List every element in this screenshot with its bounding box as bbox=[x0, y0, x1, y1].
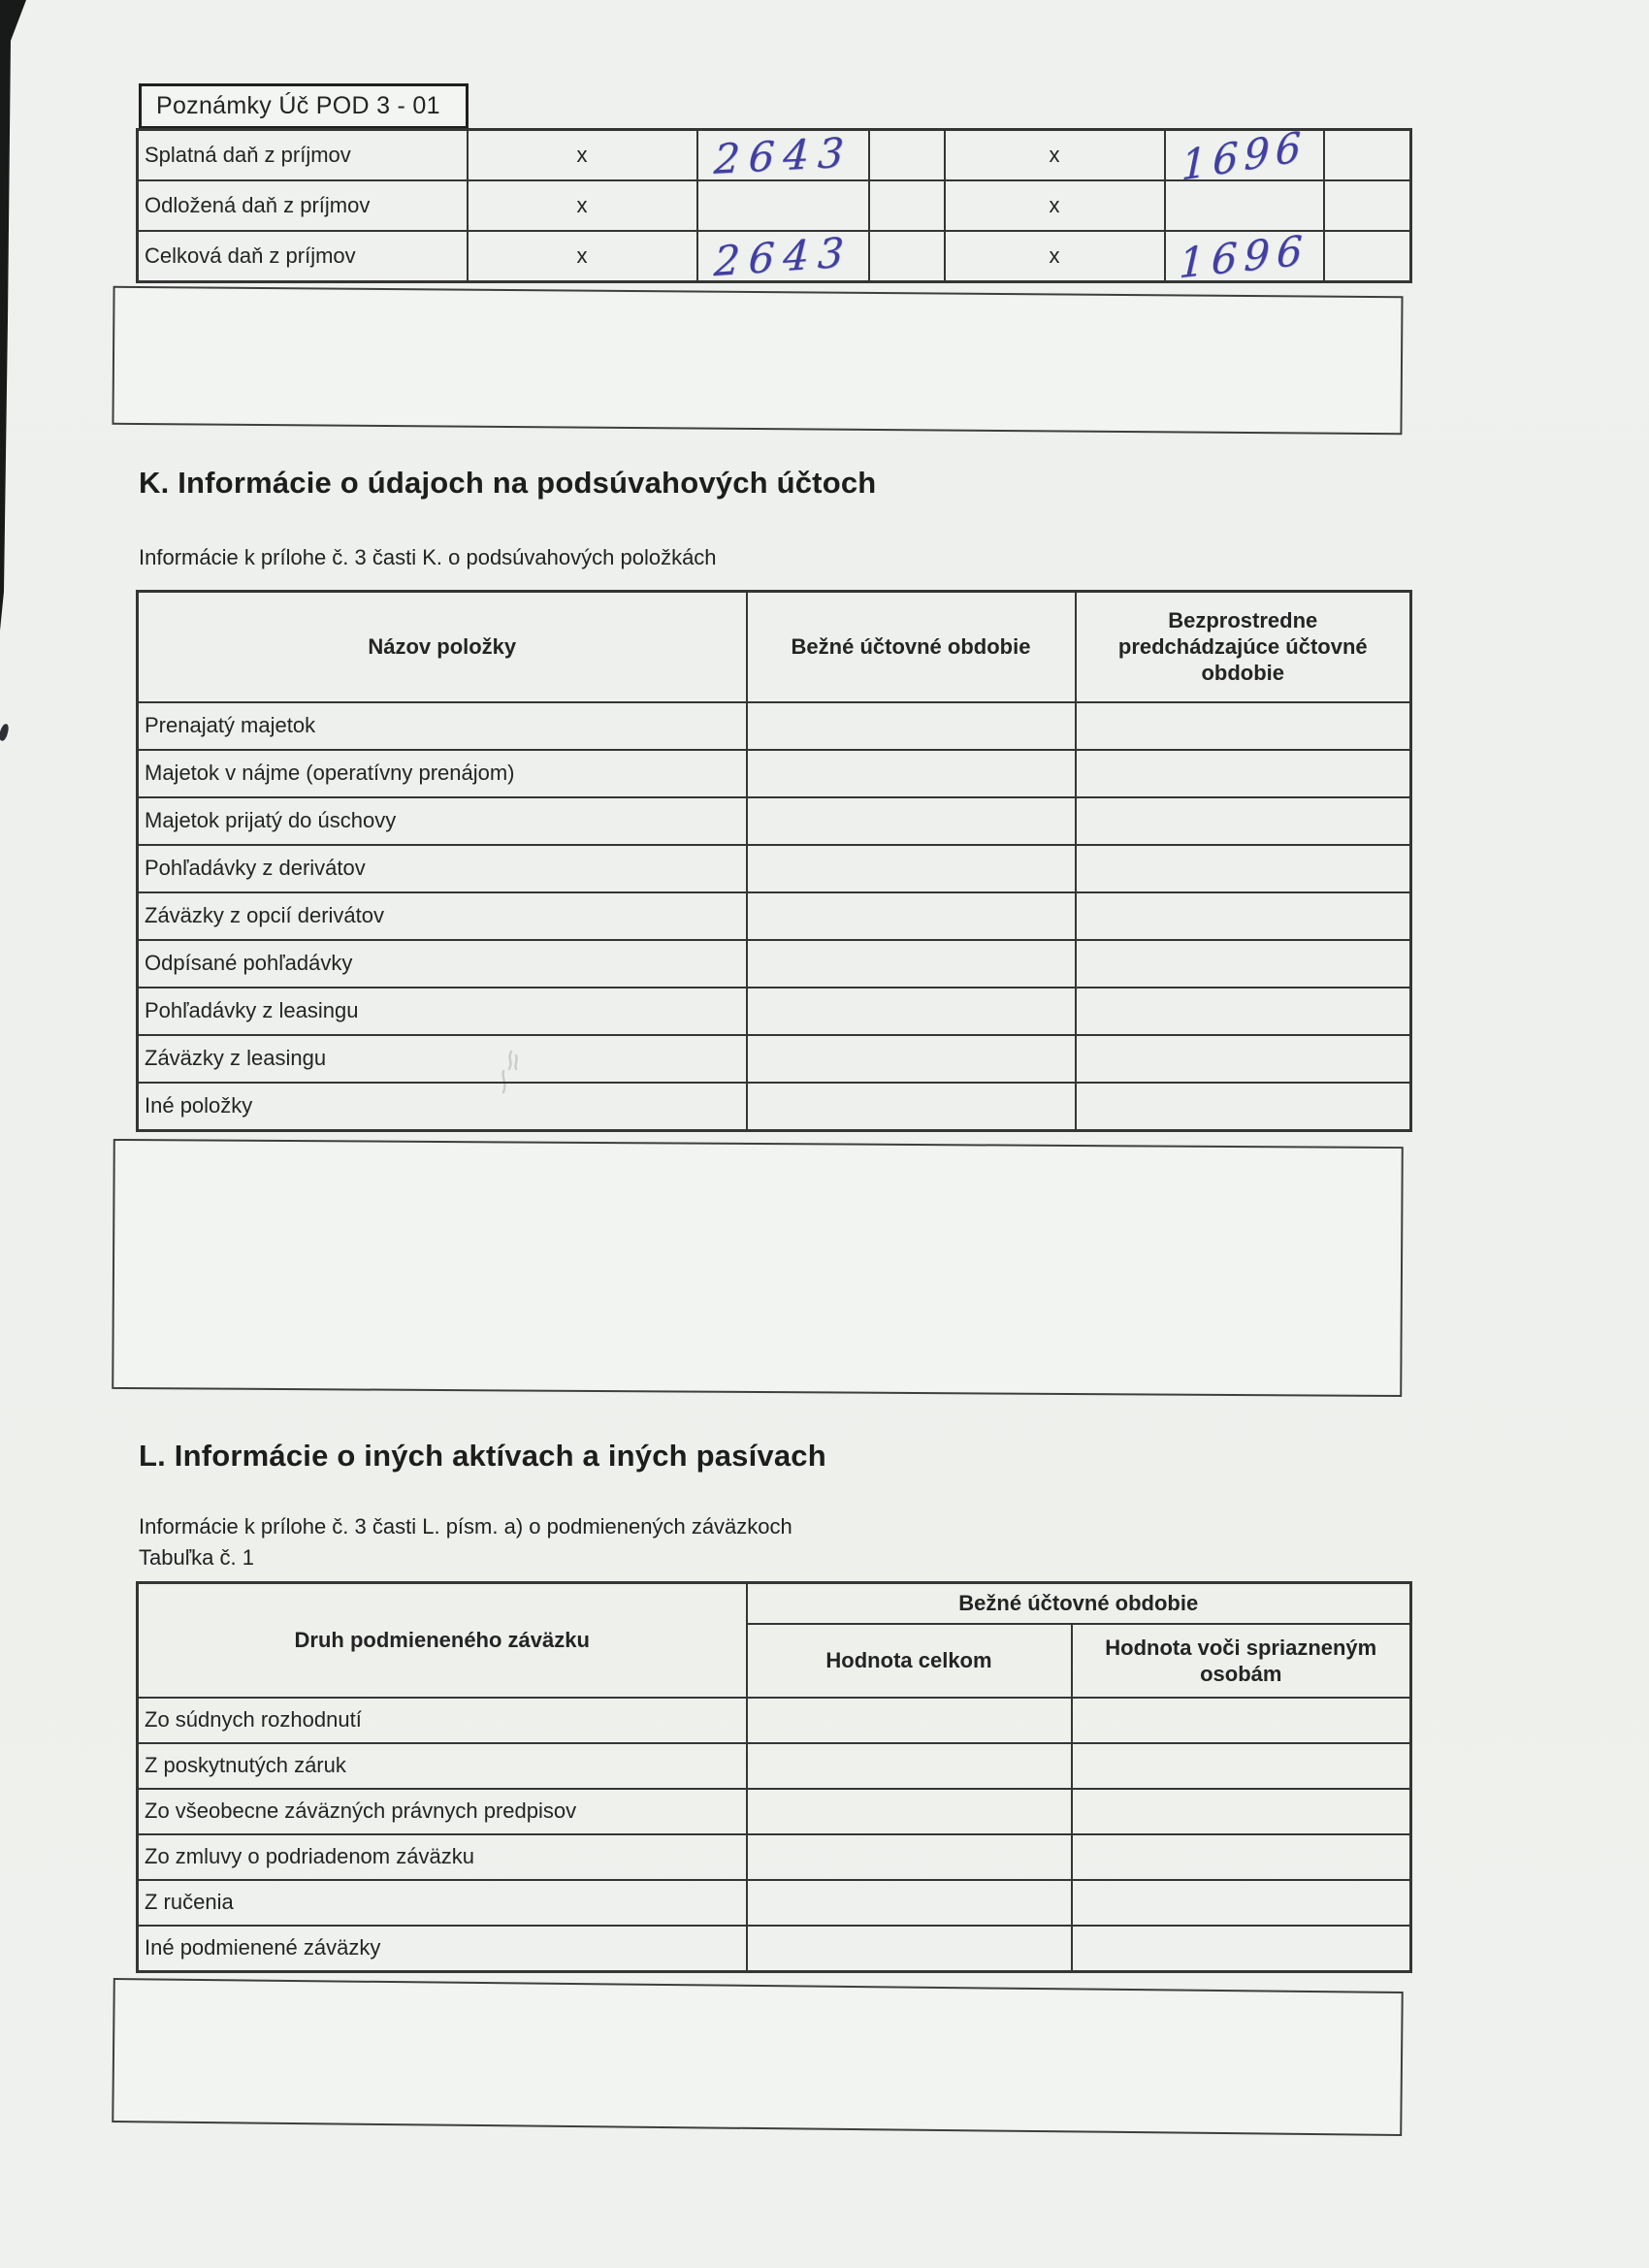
x-mark: x bbox=[945, 231, 1165, 282]
empty-cell bbox=[747, 797, 1076, 845]
row-label: Z ručenia bbox=[138, 1880, 747, 1926]
empty-cell bbox=[747, 1789, 1072, 1834]
x-mark: x bbox=[945, 180, 1165, 231]
row-label: Pohľadávky z leasingu bbox=[138, 988, 747, 1035]
table-row bbox=[138, 1880, 1411, 1926]
table-row bbox=[138, 1834, 1411, 1880]
column-header: Hodnota voči spriazneným osobám bbox=[1072, 1624, 1411, 1698]
empty-cell bbox=[747, 1743, 1072, 1789]
empty-cell bbox=[869, 231, 945, 282]
table-row bbox=[138, 988, 1411, 1035]
header-row bbox=[138, 1583, 1411, 1624]
section-l-heading: L. Informácie o iných aktívach a iných pasívach bbox=[139, 1439, 826, 1473]
empty-cell bbox=[1072, 1743, 1411, 1789]
handwritten-value: 2643 bbox=[712, 127, 854, 183]
row-label: Splatná daň z príjmov bbox=[138, 130, 468, 181]
empty-cell bbox=[869, 130, 945, 181]
table-row bbox=[138, 1083, 1411, 1131]
table-row bbox=[138, 231, 1411, 282]
section-k-intro: Informácie k prílohe č. 3 časti K. o podsúvahových položkách bbox=[139, 545, 717, 569]
empty-cell bbox=[1076, 702, 1411, 750]
empty-cell bbox=[1072, 1926, 1411, 1972]
column-header: Bezprostredne predchádzajúce účtovné obdobie bbox=[1076, 592, 1411, 702]
row-label: Zo všeobecne záväzných právnych predpisov bbox=[138, 1789, 747, 1834]
empty-cell bbox=[1324, 130, 1411, 181]
empty-cell bbox=[1076, 845, 1411, 892]
empty-cell bbox=[747, 1880, 1072, 1926]
ink-speck-artifact bbox=[0, 723, 10, 741]
empty-cell bbox=[747, 892, 1076, 940]
empty-cell bbox=[1076, 1083, 1411, 1131]
empty-cell bbox=[1324, 231, 1411, 282]
table-row bbox=[138, 1789, 1411, 1834]
empty-cell bbox=[1072, 1698, 1411, 1743]
x-mark: x bbox=[468, 231, 697, 282]
row-label: Majetok prijatý do úschovy bbox=[138, 797, 747, 845]
form-label: Poznámky Úč POD 3 - 01 bbox=[156, 92, 440, 119]
table-row bbox=[138, 130, 1411, 181]
empty-cell bbox=[747, 1698, 1072, 1743]
tax-summary-table bbox=[136, 120, 1412, 287]
empty-cell bbox=[1076, 797, 1411, 845]
column-header: Názov položky bbox=[138, 592, 747, 702]
row-label: Odpísané pohľadávky bbox=[138, 940, 747, 988]
column-header: Druh podmieneného záväzku bbox=[138, 1583, 747, 1698]
table-row bbox=[138, 180, 1411, 231]
empty-cell bbox=[747, 750, 1076, 797]
row-label: Zo súdnych rozhodnutí bbox=[138, 1698, 747, 1743]
previous-period-value-cell bbox=[1165, 225, 1324, 287]
handwritten-value: 2643 bbox=[712, 227, 854, 285]
empty-cell bbox=[747, 1926, 1072, 1972]
column-header: Bežné účtovné obdobie bbox=[747, 592, 1076, 702]
section-k-heading: K. Informácie o údajoch na podsúvahových účtoch bbox=[139, 466, 877, 500]
section-l-intro: Informácie k prílohe č. 3 časti L. písm. a) o podmienených záväzkoch bbox=[139, 1514, 792, 1539]
empty-cell bbox=[747, 1834, 1072, 1880]
x-mark: x bbox=[945, 130, 1165, 181]
column-header: Hodnota celkom bbox=[747, 1624, 1072, 1698]
previous-period-value-cell bbox=[1165, 120, 1324, 190]
empty-cell bbox=[1072, 1880, 1411, 1926]
table-row bbox=[138, 1743, 1411, 1789]
x-mark: x bbox=[468, 130, 697, 181]
empty-cell bbox=[747, 940, 1076, 988]
empty-cell bbox=[747, 845, 1076, 892]
empty-cell bbox=[1324, 180, 1411, 231]
handwritten-value: 1696 bbox=[1180, 120, 1308, 190]
form-label-box bbox=[139, 83, 469, 129]
empty-cell bbox=[1076, 750, 1411, 797]
off-balance-sheet-table bbox=[136, 590, 1412, 1132]
empty-cell bbox=[747, 702, 1076, 750]
row-label: Pohľadávky z derivátov bbox=[138, 845, 747, 892]
table-row bbox=[138, 845, 1411, 892]
row-label: Odložená daň z príjmov bbox=[138, 180, 468, 231]
row-label: Záväzky z opcií derivátov bbox=[138, 892, 747, 940]
contingent-liabilities-table bbox=[136, 1581, 1412, 1973]
row-label: Z poskytnutých záruk bbox=[138, 1743, 747, 1789]
table-row bbox=[138, 1035, 1411, 1083]
table-caption: Tabuľka č. 1 bbox=[139, 1545, 254, 1570]
row-label: Záväzky z leasingu bbox=[138, 1035, 747, 1083]
empty-cell bbox=[747, 988, 1076, 1035]
table-row bbox=[138, 1926, 1411, 1972]
row-label: Iné položky bbox=[138, 1083, 747, 1131]
table-row bbox=[138, 750, 1411, 797]
row-label: Majetok v nájme (operatívny prenájom) bbox=[138, 750, 747, 797]
current-period-value-cell bbox=[697, 227, 869, 285]
notes-box-2 bbox=[112, 1139, 1404, 1397]
empty-cell bbox=[1076, 892, 1411, 940]
current-period-value-cell bbox=[697, 180, 869, 231]
group-header: Bežné účtovné obdobie bbox=[747, 1583, 1411, 1624]
handwritten-value: 1696 bbox=[1178, 225, 1310, 287]
row-label: Celková daň z príjmov bbox=[138, 231, 468, 282]
x-mark: x bbox=[468, 180, 697, 231]
empty-cell bbox=[1076, 940, 1411, 988]
empty-cell bbox=[1076, 988, 1411, 1035]
empty-cell bbox=[747, 1035, 1076, 1083]
empty-cell bbox=[747, 1083, 1076, 1131]
empty-cell bbox=[1072, 1834, 1411, 1880]
notes-box-1 bbox=[112, 286, 1403, 435]
table-row bbox=[138, 797, 1411, 845]
row-label: Iné podmienené záväzky bbox=[138, 1926, 747, 1972]
header-row bbox=[138, 592, 1411, 702]
table-row bbox=[138, 940, 1411, 988]
notes-box-3 bbox=[112, 1978, 1403, 2136]
empty-cell bbox=[869, 180, 945, 231]
empty-cell bbox=[1072, 1789, 1411, 1834]
empty-cell bbox=[1076, 1035, 1411, 1083]
table-row bbox=[138, 1698, 1411, 1743]
row-label: Zo zmluvy o podriadenom záväzku bbox=[138, 1834, 747, 1880]
current-period-value-cell bbox=[697, 127, 869, 183]
scan-edge-artifact bbox=[0, 0, 29, 640]
table-row bbox=[138, 892, 1411, 940]
row-label: Prenajatý majetok bbox=[138, 702, 747, 750]
table-row bbox=[138, 702, 1411, 750]
